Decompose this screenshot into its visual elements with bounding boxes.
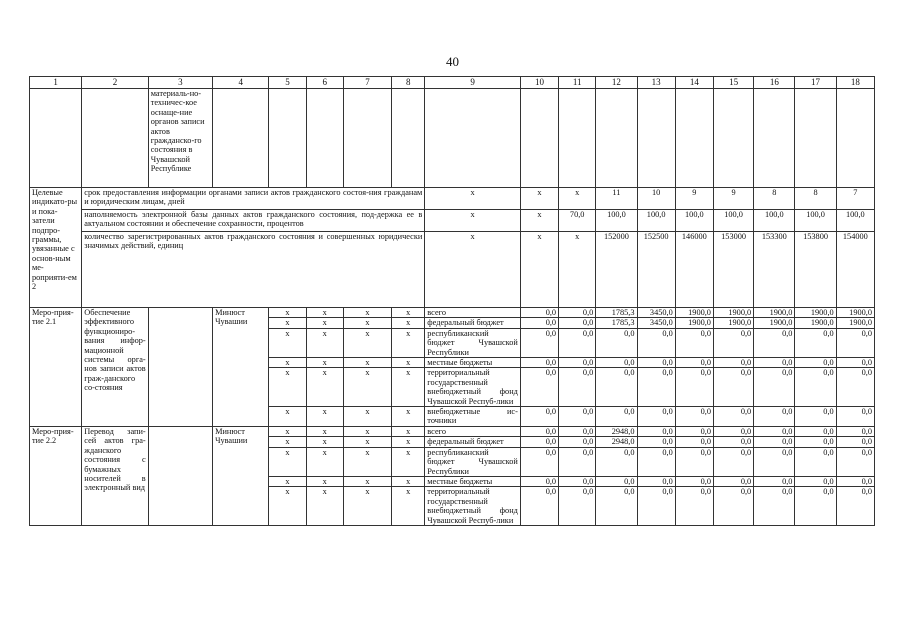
- funding-source: федеральный бюджет: [425, 437, 521, 447]
- continued-task-text: материаль-но-техничес-кое оснаще-ние органов записи актов гражданско-го состояния в Чувашской Республике: [148, 89, 212, 188]
- finance-row: Меро-прия-тие 2.2 Перевод запи-сей актов гра-жданского состояния с бумажных носителей в электронный вид Минюст Чувашии x x x x всего 0,0 0,0 2948,0 0,0 0,0 0,0 0,0 0,0 0,0: [30, 426, 875, 436]
- measure-title: Перевод запи-сей актов гра-жданского состояния с бумажных носителей в электронный вид: [82, 426, 148, 525]
- program-table: [29, 76, 875, 526]
- target-text: количество зарегистрированных актов гражданского состояния и совершенных юридически значимых действий, единиц: [82, 232, 425, 308]
- funding-source: внебюджетные ис-точники: [425, 407, 521, 427]
- executor: Минюст Чувашии: [213, 426, 269, 525]
- col-number: 12: [596, 77, 637, 89]
- col-number: 1: [30, 77, 82, 89]
- col-number: 13: [637, 77, 675, 89]
- finance-row: x x x x федеральный бюджет 0,0 0,0 2948,0 0,0 0,0 0,0 0,0 0,0 0,0: [30, 437, 875, 447]
- col-number: 9: [425, 77, 521, 89]
- col-number: 2: [82, 77, 148, 89]
- col-number: 6: [306, 77, 343, 89]
- measure-title: Обеспечение эффективного функциониро-вания инфор-мационной системы орга-нов записи актов граж-данского со-стояния: [82, 308, 148, 427]
- finance-row: x x x x республиканский бюджет Чувашской Республики 0,0 0,0 0,0 0,0 0,0 0,0 0,0 0,0 0,0: [30, 328, 875, 357]
- finance-row: x x x x территориальный государственный внебюджетный фонд Чувашской Респуб-лики 0,0 0,0 0,0 0,0 0,0 0,0 0,0 0,0 0,0: [30, 487, 875, 526]
- funding-source: территориальный государственный внебюджетный фонд Чувашской Респуб-лики: [425, 368, 521, 407]
- target-row: Целевые индикато-ры и пока-затели подпро-граммы, увязанные с основ-ным ме-роприяти-ем 2 срок предоставления информации органами записи актов гражданского состоя-ния гражданам и юридическим лицам, дней x x x 11 10 9 9 8 8 7: [30, 188, 875, 210]
- finance-row: x x x x территориальный государственный внебюджетный фонд Чувашской Респуб-лики 0,0 0,0 0,0 0,0 0,0 0,0 0,0 0,0 0,0: [30, 368, 875, 407]
- col-number: 16: [754, 77, 795, 89]
- col-number: 18: [836, 77, 874, 89]
- col-number: 11: [559, 77, 596, 89]
- col-number: 5: [269, 77, 306, 89]
- funding-source: федеральный бюджет: [425, 318, 521, 328]
- continuation-row: [30, 89, 875, 188]
- executor: Минюст Чувашии: [213, 308, 269, 427]
- target-row: наполняемость электронной базы данных актов гражданского состояния, под-держка ее в актуальном состоянии и обеспечение сохранности, процентов x x 70,0 100,0 100,0 100,0 100,0 100,0 100,0 100,0: [30, 210, 875, 232]
- col-number: 3: [148, 77, 212, 89]
- measure-number: Меро-прия-тие 2.2: [30, 426, 82, 525]
- target-row: количество зарегистрированных актов гражданского состояния и совершенных юридически значимых действий, единиц x x x 152000 152500 146000 153000 153300 153800 154000: [30, 232, 875, 308]
- finance-row: x x x x местные бюджеты 0,0 0,0 0,0 0,0 0,0 0,0 0,0 0,0 0,0: [30, 476, 875, 486]
- col-number: 8: [392, 77, 425, 89]
- funding-source: всего: [425, 426, 521, 436]
- target-text: наполняемость электронной базы данных актов гражданского состояния, под-держка ее в актуальном состоянии и обеспечение сохранности, процентов: [82, 210, 425, 232]
- funding-source: местные бюджеты: [425, 476, 521, 486]
- page-number: 40: [446, 54, 459, 69]
- funding-source: всего: [425, 308, 521, 318]
- column-number-row: [30, 77, 875, 89]
- funding-source: республиканский бюджет Чувашской Республики: [425, 328, 521, 357]
- col-number: 17: [795, 77, 836, 89]
- finance-row: x x x x федеральный бюджет 0,0 0,0 1785,3 3450,0 1900,0 1900,0 1900,0 1900,0 1900,0: [30, 318, 875, 328]
- finance-row: x x x x местные бюджеты 0,0 0,0 0,0 0,0 0,0 0,0 0,0 0,0 0,0: [30, 358, 875, 368]
- finance-row: Меро-прия-тие 2.1 Обеспечение эффективного функциониро-вания инфор-мационной системы орга-нов записи актов граж-данского со-стояния Минюст Чувашии x x x x всего 0,0 0,0 1785,3 3450,0 1900,0 1900,0 1900,0 1900,0 1900,0: [30, 308, 875, 318]
- col-number: 14: [675, 77, 713, 89]
- funding-source: территориальный государственный внебюджетный фонд Чувашской Респуб-лики: [425, 487, 521, 526]
- col-number: 4: [213, 77, 269, 89]
- col-number: 10: [520, 77, 558, 89]
- targets-label: Целевые индикато-ры и пока-затели подпро-граммы, увязанные с основ-ным ме-роприяти-ем 2: [30, 188, 82, 308]
- funding-source: республиканский бюджет Чувашской Республики: [425, 447, 521, 476]
- col-number: 15: [713, 77, 753, 89]
- finance-row: x x x x внебюджетные ис-точники 0,0 0,0 0,0 0,0 0,0 0,0 0,0 0,0 0,0: [30, 407, 875, 427]
- target-text: срок предоставления информации органами записи актов гражданского состоя-ния гражданам и юридическим лицам, дней: [82, 188, 425, 210]
- funding-source: местные бюджеты: [425, 358, 521, 368]
- col-number: 7: [343, 77, 391, 89]
- finance-row: x x x x республиканский бюджет Чувашской Республики 0,0 0,0 0,0 0,0 0,0 0,0 0,0 0,0 0,0: [30, 447, 875, 476]
- measure-number: Меро-прия-тие 2.1: [30, 308, 82, 427]
